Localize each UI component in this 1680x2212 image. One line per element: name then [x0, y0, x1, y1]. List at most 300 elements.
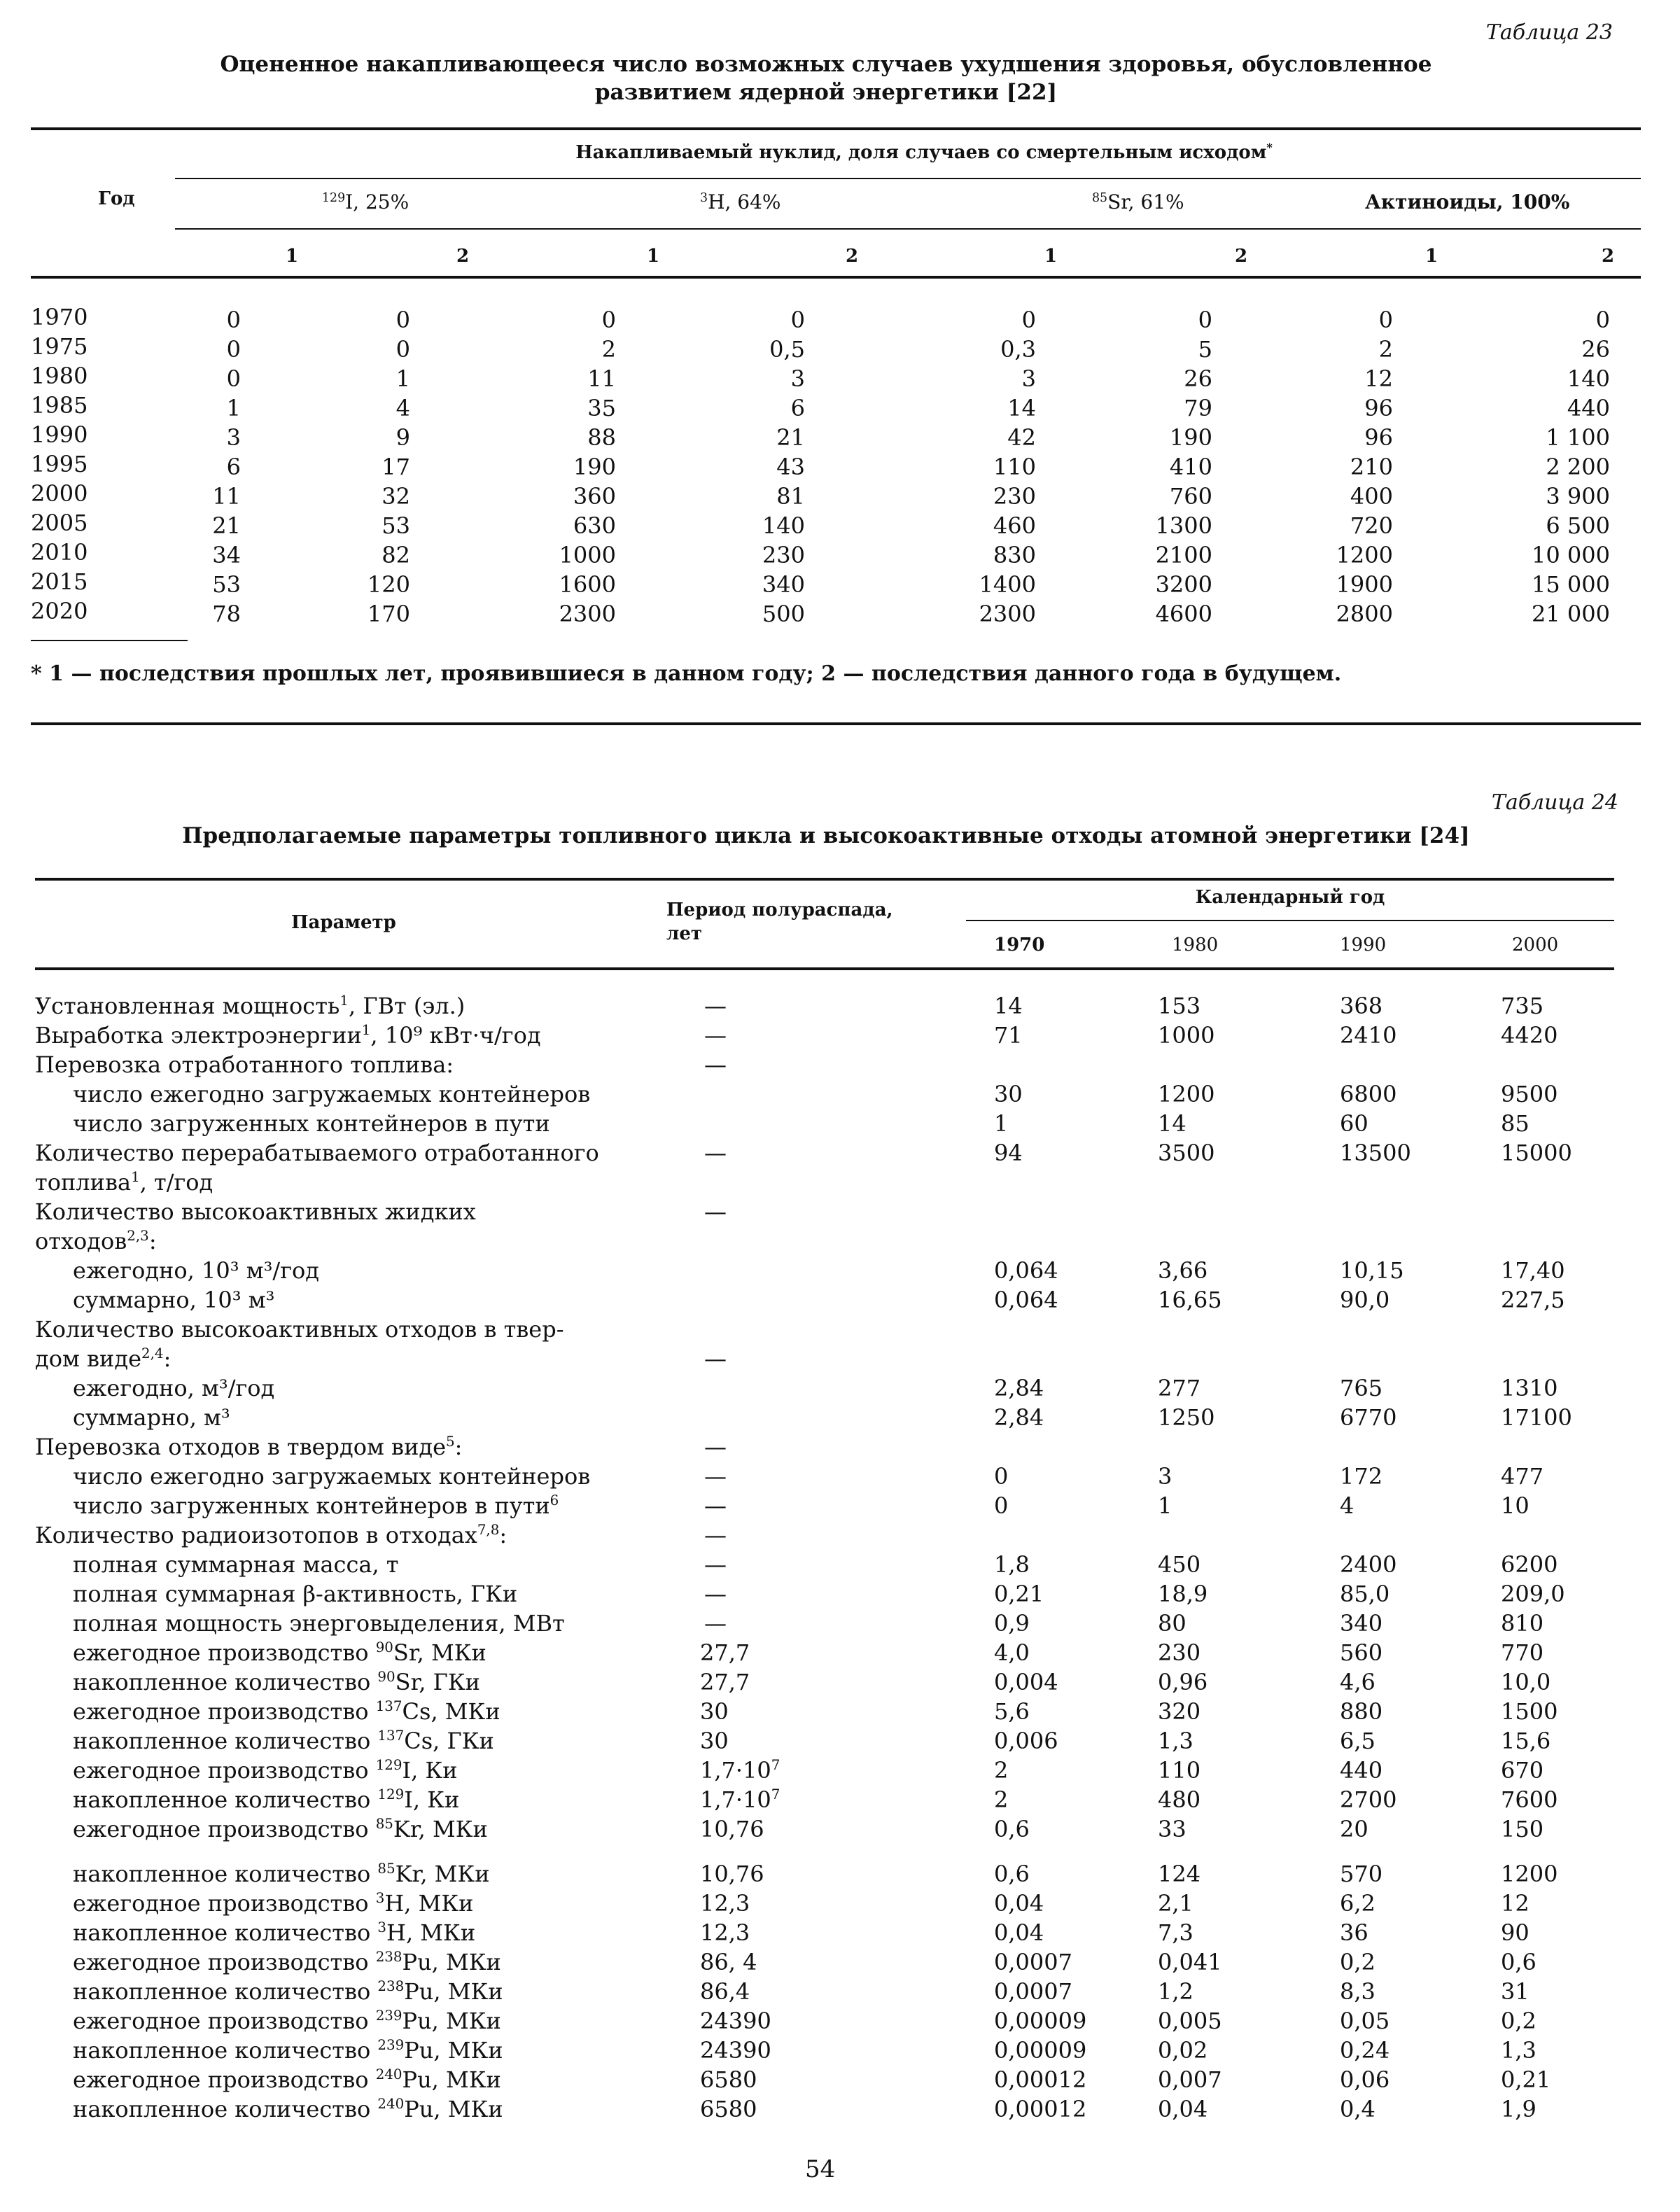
halflife-value: —: [704, 1463, 727, 1490]
value-cell: 20: [1340, 1816, 1368, 1842]
value-cell: 78: [212, 601, 241, 627]
year-column-header: 1990: [1340, 935, 1387, 956]
value-cell: 9500: [1501, 1081, 1558, 1107]
year-cell: 2010: [31, 539, 88, 566]
value-cell: 6 500: [1546, 512, 1610, 539]
halflife-cell: [700, 1890, 750, 1917]
parameter-text: дом виде: [35, 1345, 142, 1372]
value-cell: 110: [1158, 1757, 1201, 1784]
value-cell: 0,6: [994, 1861, 1030, 1887]
halflife-value: 10,76: [700, 1861, 764, 1887]
halflife-cell: [700, 1698, 729, 1725]
superscript: 90: [377, 1670, 396, 1686]
parameter-label: [73, 1978, 503, 2005]
value-cell: 0,005: [1158, 2008, 1222, 2034]
value-cell: 53: [382, 512, 410, 539]
value-cell: 0,04: [1158, 2096, 1208, 2122]
halflife-cell: [700, 1978, 750, 2005]
table-row: [0, 333, 1680, 363]
value-cell: 82: [382, 542, 410, 568]
nuclide-mass-number: 3: [700, 191, 708, 206]
value-cell: 0,00009: [994, 2037, 1087, 2064]
value-cell: 368: [1340, 993, 1383, 1019]
parameter-label: [73, 1861, 490, 1887]
year-column-header: 1970: [994, 935, 1045, 956]
value-cell: 14: [994, 993, 1023, 1019]
parameter-text: накопленное количество: [73, 1786, 378, 1813]
value-cell: 400: [1350, 483, 1393, 510]
value-cell: 124: [1158, 1861, 1201, 1887]
parameter-label: [73, 1610, 565, 1637]
nuclide-label: Актиноиды, 100%: [1365, 192, 1570, 214]
table-row: [0, 1919, 1680, 1949]
value-cell: 33: [1158, 1816, 1186, 1842]
value-cell: 79: [1184, 395, 1212, 421]
value-cell: 0: [226, 365, 241, 392]
parameter-unit: Sr, ГКи: [395, 1669, 480, 1695]
superscript: 1: [361, 1023, 371, 1040]
year-cell: 1985: [31, 392, 88, 419]
superscript: 239: [377, 2038, 405, 2054]
value-cell: 0,96: [1158, 1669, 1208, 1695]
table-row: [0, 993, 1680, 1022]
parameter-text: число загруженных контейнеров в пути: [73, 1110, 550, 1137]
halflife-value: —: [704, 1492, 727, 1519]
value-cell: 3: [790, 365, 805, 392]
value-cell: 2700: [1340, 1786, 1397, 1813]
superscript: 240: [377, 2097, 405, 2113]
value-cell: 765: [1340, 1375, 1383, 1401]
value-cell: 0,0007: [994, 1978, 1072, 2005]
parameter-unit: Kr, МКи: [393, 1816, 488, 1842]
parameter-label: [73, 2037, 503, 2064]
parameter-unit: I, Ки: [404, 1786, 460, 1813]
parameter-unit: Pu, МКи: [404, 2096, 503, 2122]
nuclide-header: [322, 192, 409, 214]
value-cell: 26: [1581, 336, 1610, 363]
value-cell: 31: [1501, 1978, 1530, 2005]
parameter-text: ежегодное производство: [73, 1639, 376, 1666]
table23-end-rule: [31, 722, 1641, 724]
nuclide-header: [1365, 192, 1569, 214]
halflife-value: 86,4: [700, 1978, 750, 2005]
parameter-label: [73, 2008, 501, 2034]
parameter-text: ежегодное производство: [73, 1816, 376, 1842]
superscript: 238: [375, 1950, 402, 1966]
halflife-value: —: [704, 1610, 727, 1637]
table-row: [0, 1581, 1680, 1610]
subcolumn-header: 1: [1044, 246, 1058, 267]
year-cell: 1975: [31, 333, 88, 360]
value-cell: 450: [1158, 1551, 1201, 1578]
halflife-value: —: [704, 1198, 727, 1225]
superscript: 238: [377, 1980, 405, 1996]
table23-group-header: [0, 140, 1680, 164]
value-cell: 210: [1350, 454, 1393, 480]
table-row: [0, 510, 1680, 539]
parameter-unit: H, МКи: [384, 1890, 474, 1917]
table24-number: Таблица 24: [1491, 790, 1618, 815]
parameter-label: [73, 1639, 486, 1666]
parameter-unit: I, Ки: [402, 1757, 458, 1784]
value-cell: 0: [994, 1492, 1009, 1519]
value-cell: 80: [1158, 1610, 1186, 1637]
halflife-cell: [704, 1610, 727, 1637]
halflife-value: 6580: [700, 2066, 757, 2093]
halflife-value: 86, 4: [700, 1949, 757, 1975]
value-cell: 85: [1501, 1110, 1530, 1137]
parameter-text: Установленная мощность: [35, 993, 340, 1019]
table-row: [0, 1757, 1680, 1786]
value-cell: 3: [1021, 365, 1036, 392]
nuclide-mass-number: 129: [322, 191, 346, 206]
parameter-label: [73, 1728, 494, 1754]
value-cell: 0: [790, 307, 805, 333]
value-cell: 0,00012: [994, 2096, 1087, 2122]
year-column-header: 2000: [1512, 935, 1559, 956]
table-row: [0, 304, 1680, 333]
value-cell: 6800: [1340, 1081, 1397, 1107]
table-row: [0, 1110, 1680, 1140]
parameter-label: [73, 1404, 230, 1431]
parameter-text: число ежегодно загружаемых контейнеров: [73, 1081, 591, 1107]
value-cell: 96: [1364, 424, 1393, 451]
value-cell: 60: [1340, 1110, 1368, 1137]
value-cell: 90: [1501, 1919, 1530, 1946]
value-cell: 13500: [1340, 1140, 1411, 1166]
value-cell: 6770: [1340, 1404, 1397, 1431]
halflife-value: 24390: [700, 2008, 771, 2034]
halflife-cell: [700, 2008, 771, 2034]
table-row: [0, 1728, 1680, 1757]
value-cell: 0: [1378, 307, 1393, 333]
halflife-cell: [700, 1861, 764, 1887]
year-cell: 2015: [31, 568, 88, 595]
value-cell: 720: [1350, 512, 1393, 539]
halflife-value: —: [704, 1522, 727, 1548]
value-cell: 0,007: [1158, 2066, 1222, 2093]
parameter-text: Количество перерабатываемого отработанного: [35, 1140, 599, 1166]
halflife-cell: [704, 1492, 727, 1519]
parameter-text: полная суммарная β-активность, ГКи: [73, 1581, 518, 1607]
table-row: [0, 1434, 1680, 1463]
superscript: 85: [377, 1862, 396, 1878]
value-cell: 0,064: [994, 1287, 1058, 1313]
parameter-label: [73, 1375, 274, 1401]
nuclide-label: H, 64%: [708, 192, 781, 214]
value-cell: 3,66: [1158, 1257, 1208, 1284]
parameter-label: [73, 1890, 473, 1917]
value-cell: 1: [226, 395, 241, 421]
value-cell: 2,84: [994, 1404, 1044, 1431]
table23-title-line1: Оцененное накапливающееся число возможных случаев ухудшения здоровья, обусловленное: [220, 50, 1432, 77]
value-cell: 340: [1340, 1610, 1383, 1637]
table-row: [0, 2096, 1680, 2125]
value-cell: 35: [587, 395, 616, 421]
parameter-unit: :: [163, 1345, 172, 1372]
value-cell: 6,2: [1340, 1890, 1376, 1917]
value-cell: 0,006: [994, 1728, 1058, 1754]
table23-footnote: * 1 — последствия прошлых лет, проявившиеся в данном году; 2 — последствия данного года в будущем.: [31, 661, 1342, 686]
parameter-label: [35, 1522, 507, 1548]
table-row: [0, 1949, 1680, 1978]
nuclide-header: [1092, 192, 1184, 214]
value-cell: 1: [396, 365, 410, 392]
table-row: [0, 451, 1680, 480]
value-cell: 120: [367, 571, 410, 598]
parameter-label: [35, 993, 465, 1019]
parameter-text: Количество высокоактивных жидких: [35, 1198, 476, 1225]
parameter-unit: Pu, МКи: [404, 1978, 503, 2005]
value-cell: 0,6: [994, 1816, 1030, 1842]
nuclide-label: Sr, 61%: [1107, 192, 1184, 214]
value-cell: 0: [226, 336, 241, 363]
value-cell: 34: [212, 542, 241, 568]
value-cell: 0,00012: [994, 2066, 1087, 2093]
superscript: 1: [131, 1170, 140, 1186]
superscript: 6: [550, 1494, 559, 1510]
subcolumn-header: 2: [456, 246, 470, 267]
halflife-cell: [704, 1198, 727, 1225]
table-row: [0, 1169, 1680, 1198]
value-cell: 277: [1158, 1375, 1201, 1401]
year-cell: 1970: [31, 304, 88, 330]
parameter-text: отходов: [35, 1228, 127, 1254]
parameter-label: [73, 1551, 399, 1578]
table23-year-header: Год: [98, 189, 135, 210]
subcolumn-header: 2: [1235, 246, 1248, 267]
parameter-text: ежегодное производство: [73, 1757, 376, 1784]
value-cell: 2: [994, 1786, 1009, 1813]
year-cell: 1995: [31, 451, 88, 477]
table-row: [0, 1198, 1680, 1228]
value-cell: 1310: [1501, 1375, 1558, 1401]
parameter-unit: :: [454, 1434, 463, 1460]
value-cell: 360: [573, 483, 616, 510]
value-cell: 11: [212, 483, 241, 510]
value-cell: 14: [1158, 1110, 1186, 1137]
superscript: 1: [340, 994, 349, 1010]
table-row: [0, 421, 1680, 451]
halflife-cell: [700, 1919, 750, 1946]
superscript: 5: [446, 1435, 455, 1451]
value-cell: 3500: [1158, 1140, 1215, 1166]
value-cell: 4,6: [1340, 1669, 1376, 1695]
parameter-text: накопленное количество: [73, 1669, 378, 1695]
value-cell: 320: [1158, 1698, 1201, 1725]
value-cell: 0,9: [994, 1610, 1030, 1637]
parameter-text: ежегодно, м³/год: [73, 1375, 275, 1401]
parameter-text: полная суммарная масса, т: [73, 1551, 399, 1578]
value-cell: 9: [396, 424, 410, 451]
table23-header-bottom-rule: [31, 276, 1641, 279]
parameter-text: Перевозка отходов в твердом виде: [35, 1434, 447, 1460]
value-cell: 560: [1340, 1639, 1383, 1666]
superscript: 129: [375, 1758, 402, 1774]
value-cell: 230: [993, 483, 1036, 510]
table-row: [0, 2037, 1680, 2066]
value-cell: 2,84: [994, 1375, 1044, 1401]
value-cell: 0,04: [994, 1890, 1044, 1917]
value-cell: 42: [1007, 424, 1036, 451]
value-cell: 0,21: [994, 1581, 1044, 1607]
value-cell: 140: [762, 512, 805, 539]
value-cell: 440: [1340, 1757, 1383, 1784]
value-cell: 0,3: [1000, 336, 1036, 363]
value-cell: 1250: [1158, 1404, 1215, 1431]
halflife-value: 1,7·10: [700, 1786, 771, 1813]
value-cell: 5: [1198, 336, 1212, 363]
parameter-label: [35, 1022, 541, 1049]
value-cell: 85,0: [1340, 1581, 1390, 1607]
halflife-cell: [700, 1816, 764, 1842]
value-cell: 17: [382, 454, 410, 480]
value-cell: 0,2: [1340, 1949, 1376, 1975]
value-cell: 630: [573, 512, 616, 539]
parameter-text: ежегодное производство: [73, 2008, 376, 2034]
table-row: [0, 598, 1680, 627]
value-cell: 500: [762, 601, 805, 627]
parameter-label: [73, 1463, 590, 1490]
halflife-value: —: [704, 1140, 727, 1166]
halflife-value: 12,3: [700, 1890, 750, 1917]
parameter-unit: , ГВт (эл.): [348, 993, 465, 1019]
value-cell: 150: [1501, 1816, 1544, 1842]
value-cell: 0,6: [1501, 1949, 1536, 1975]
subcolumn-header: 2: [846, 246, 859, 267]
parameter-unit: Pu, МКи: [404, 2037, 503, 2064]
value-cell: 2: [994, 1757, 1009, 1784]
superscript: 3: [377, 1921, 387, 1937]
footnote-mark: *: [1266, 140, 1273, 155]
table-row: [0, 1257, 1680, 1287]
value-cell: 2300: [979, 601, 1036, 627]
value-cell: 11: [587, 365, 616, 392]
parameter-label: [73, 2096, 503, 2122]
value-cell: 5,6: [994, 1698, 1030, 1725]
halflife-cell: [700, 1757, 780, 1784]
value-cell: 1,8: [994, 1551, 1030, 1578]
value-cell: 2300: [559, 601, 616, 627]
halflife-cell: [700, 1728, 729, 1754]
value-cell: 2100: [1155, 542, 1212, 568]
parameter-unit: Pu, МКи: [402, 2008, 501, 2034]
table-row: [0, 1551, 1680, 1581]
value-cell: 770: [1501, 1639, 1544, 1666]
year-column-header: 1980: [1172, 935, 1219, 956]
table-row: [0, 1316, 1680, 1345]
halflife-cell: [704, 1022, 727, 1049]
parameter-label: [73, 1081, 590, 1107]
table-row: [0, 1861, 1680, 1890]
value-cell: 230: [1158, 1639, 1201, 1666]
halflife-cell: [704, 1522, 727, 1548]
parameter-unit: Cs, ГКи: [404, 1728, 494, 1754]
value-cell: 1900: [1336, 571, 1393, 598]
value-cell: 36: [1340, 1919, 1368, 1946]
value-cell: 570: [1340, 1861, 1383, 1887]
parameter-label: [35, 1316, 564, 1343]
parameter-text: накопленное количество: [73, 1978, 378, 2005]
parameter-label: [73, 1919, 475, 1946]
value-cell: 1,9: [1501, 2096, 1536, 2122]
halflife-value: 1,7·10: [700, 1757, 771, 1784]
halflife-cell: [704, 1463, 727, 1490]
value-cell: 440: [1567, 395, 1610, 421]
value-cell: 209,0: [1501, 1581, 1565, 1607]
parameter-unit: Kr, МКи: [395, 1861, 490, 1887]
value-cell: 6: [790, 395, 805, 421]
year-cell: 2000: [31, 480, 88, 507]
halflife-cell: [700, 1639, 750, 1666]
value-cell: 0,05: [1340, 2008, 1390, 2034]
value-cell: 340: [762, 571, 805, 598]
halflife-value: 10,76: [700, 1816, 764, 1842]
value-cell: 10,15: [1340, 1257, 1404, 1284]
table24-halflife-header-1: Период полураспада,: [666, 900, 893, 921]
parameter-text: накопленное количество: [73, 1861, 378, 1887]
table-row: [0, 1287, 1680, 1316]
year-cell: 1980: [31, 363, 88, 389]
table-row: [0, 392, 1680, 421]
value-cell: 1500: [1501, 1698, 1558, 1725]
page-number: 54: [805, 2156, 836, 2184]
parameter-unit: , 10⁹ кВт·ч/год: [370, 1022, 541, 1049]
parameter-label: [73, 1698, 500, 1725]
table-row: [0, 480, 1680, 510]
value-cell: 1000: [559, 542, 616, 568]
value-cell: 8,3: [1340, 1978, 1376, 2005]
parameter-text: Перевозка отработанного топлива:: [35, 1051, 454, 1078]
halflife-value: 27,7: [700, 1669, 750, 1695]
parameter-unit: Pu, МКи: [402, 1949, 501, 1975]
value-cell: 21: [776, 424, 805, 451]
parameter-text: накопленное количество: [73, 1919, 378, 1946]
value-cell: 21: [212, 512, 241, 539]
value-cell: 0,004: [994, 1669, 1058, 1695]
value-cell: 1000: [1158, 1022, 1215, 1049]
value-cell: 460: [993, 512, 1036, 539]
parameter-label: [73, 1492, 559, 1519]
parameter-text: ежегодное производство: [73, 1949, 376, 1975]
value-cell: 0,0007: [994, 1949, 1072, 1975]
value-cell: 0,02: [1158, 2037, 1208, 2064]
value-cell: 0,4: [1340, 2096, 1376, 2122]
parameter-text: суммарно, 10³ м³: [73, 1287, 275, 1313]
parameter-unit: Cs, МКи: [402, 1698, 500, 1725]
value-cell: 81: [776, 483, 805, 510]
superscript: 85: [375, 1817, 393, 1833]
value-cell: 21 000: [1532, 601, 1610, 627]
table-row: [0, 1492, 1680, 1522]
table23-number: Таблица 23: [1485, 20, 1613, 45]
parameter-label: [73, 1110, 550, 1137]
value-cell: 0: [1198, 307, 1212, 333]
value-cell: 0: [601, 307, 616, 333]
value-cell: 1: [994, 1110, 1009, 1137]
value-cell: 477: [1501, 1463, 1544, 1490]
parameter-unit: H, МКи: [386, 1919, 476, 1946]
superscript: 2,4: [141, 1347, 164, 1363]
halflife-value: 27,7: [700, 1639, 750, 1666]
parameter-label: [35, 1228, 157, 1254]
value-cell: 17100: [1501, 1404, 1572, 1431]
halflife-cell: [700, 1786, 780, 1813]
halflife-cell: [700, 2096, 757, 2122]
value-cell: 2410: [1340, 1022, 1397, 1049]
parameter-text: Количество радиоизотопов в отходах: [35, 1522, 477, 1548]
parameter-unit: , т/год: [139, 1169, 214, 1196]
